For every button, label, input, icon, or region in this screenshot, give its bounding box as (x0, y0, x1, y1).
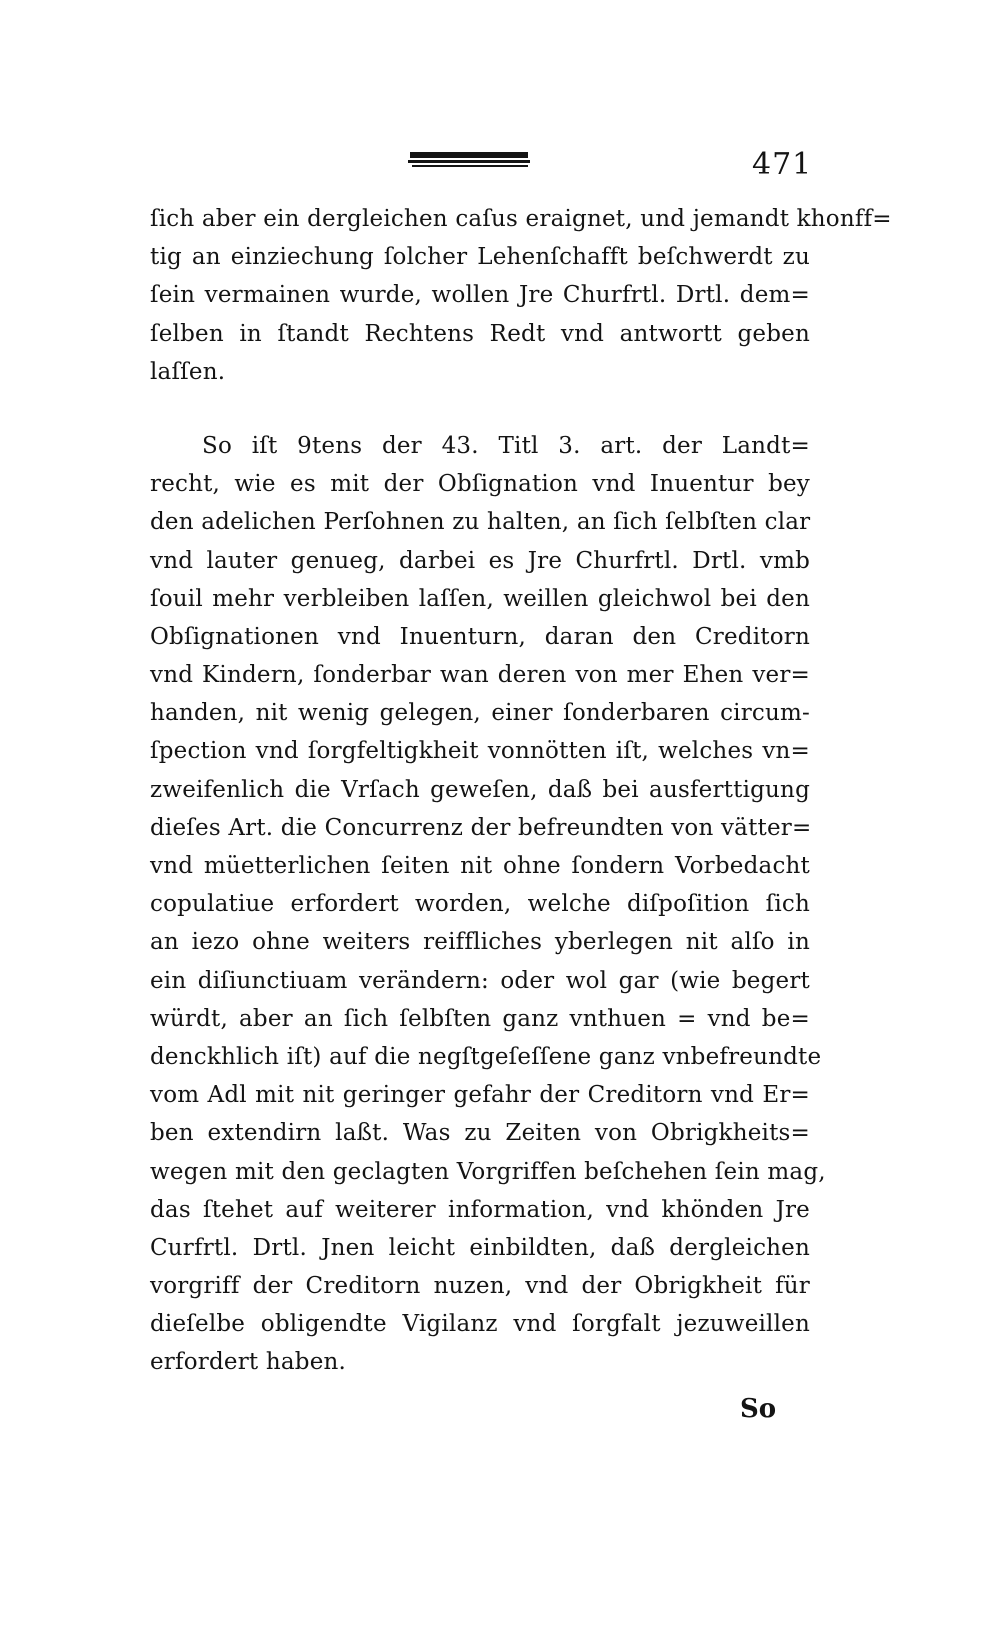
text-line: vnd lauter genueg, darbei es Jre Churfrtl. Drtl. vmb (150, 547, 810, 574)
text-line: ſelben in ſtandt Rechtens Redt vnd antwortt geben (150, 320, 810, 347)
text-line: So iſt 9tens der 43. Titl 3. art. der Landt= (202, 432, 810, 459)
text-line: ſouil mehr verbleiben laſſen, weillen gleichwol bei den (150, 585, 810, 612)
text-line: ſein vermainen wurde, wollen Jre Churfrtl. Drtl. dem= (150, 282, 810, 309)
text-line: zweifenlich die Vrſach geweſen, daß bei ausferttigung (150, 776, 810, 803)
paragraph-2 (150, 427, 826, 1382)
text-line: vorgriff der Creditorn nuzen, vnd der Obrigkheit für (150, 1273, 810, 1300)
text-line: das ſtehet auf weiterer information, vnd khönden Jre (150, 1196, 810, 1223)
text-line: vnd Kindern, ſonderbar wan deren von mer Ehen ver= (150, 662, 810, 689)
text-line: recht, wie es mit der Obſignation vnd Inuentur bey (150, 471, 810, 498)
text-line: ben extendirn laßt. Was zu Zeiten von Obrigkheits= (150, 1120, 810, 1147)
text-line: vnd müetterlichen ſeiten nit ohne ſondern Vorbedacht (150, 853, 810, 879)
text-line: vom Adl mit nit geringer gefahr der Creditorn vnd Er= (150, 1082, 810, 1109)
text-line: denckhlich iſt) auf die negſtgeſeſſene ganz vnbefreundte (150, 1043, 822, 1070)
header-ornament-rule (408, 152, 532, 170)
page-number: 471 (752, 147, 813, 182)
paragraph-gap (150, 391, 810, 427)
text-line: an iezo ohne weiters reiffliches yberlegen nit alſo in (150, 929, 810, 956)
header-rule-thick (410, 152, 528, 158)
text-line: ſich aber ein dergleichen caſus eraignet, und jemandt khonff= (150, 206, 892, 232)
text-line: tig an einziechung ſolcher Lehenſchafft beſchwerdt zu (150, 244, 810, 271)
paragraph-1 (150, 200, 892, 391)
header-rule-thin (412, 165, 528, 167)
text-line: den adelichen Perſohnen zu halten, an ſich ſelbſten clar (150, 509, 811, 536)
text-line: erfordert haben. (150, 1349, 347, 1376)
text-line: dieſelbe obligendte Vigilanz vnd ſorgfalt jezuweillen (150, 1311, 810, 1338)
text-line: ein diſiunctiuam verändern: oder wol gar (wie begert (150, 967, 810, 994)
header-rule-middle (408, 160, 530, 163)
text-line: würdt, aber an ſich ſelbſten ganz vnthuen = vnd be= (150, 1005, 810, 1032)
text-line: dieſes Art. die Concurrenz der befreundten von vätter= (150, 814, 812, 841)
text-line: Curfrtl. Drtl. Jnen leicht einbildten, daß dergleichen (150, 1234, 810, 1261)
body-text (150, 200, 892, 1382)
text-line: handen, nit wenig gelegen, einer ſonderbaren circum- (150, 700, 810, 727)
text-line: Obſignationen vnd Inuenturn, daran den Creditorn (150, 623, 810, 650)
catchword: So (740, 1394, 777, 1424)
text-line: laſſen. (150, 358, 226, 385)
text-line: ſpection vnd ſorgfeltigkheit vonnötten iſt, welches vn= (150, 738, 810, 765)
text-line: copulatiue erfordert worden, welche diſpoſition ſich (150, 891, 810, 918)
text-line: wegen mit den geclagten Vorgriffen beſchehen ſein mag, (150, 1158, 826, 1185)
